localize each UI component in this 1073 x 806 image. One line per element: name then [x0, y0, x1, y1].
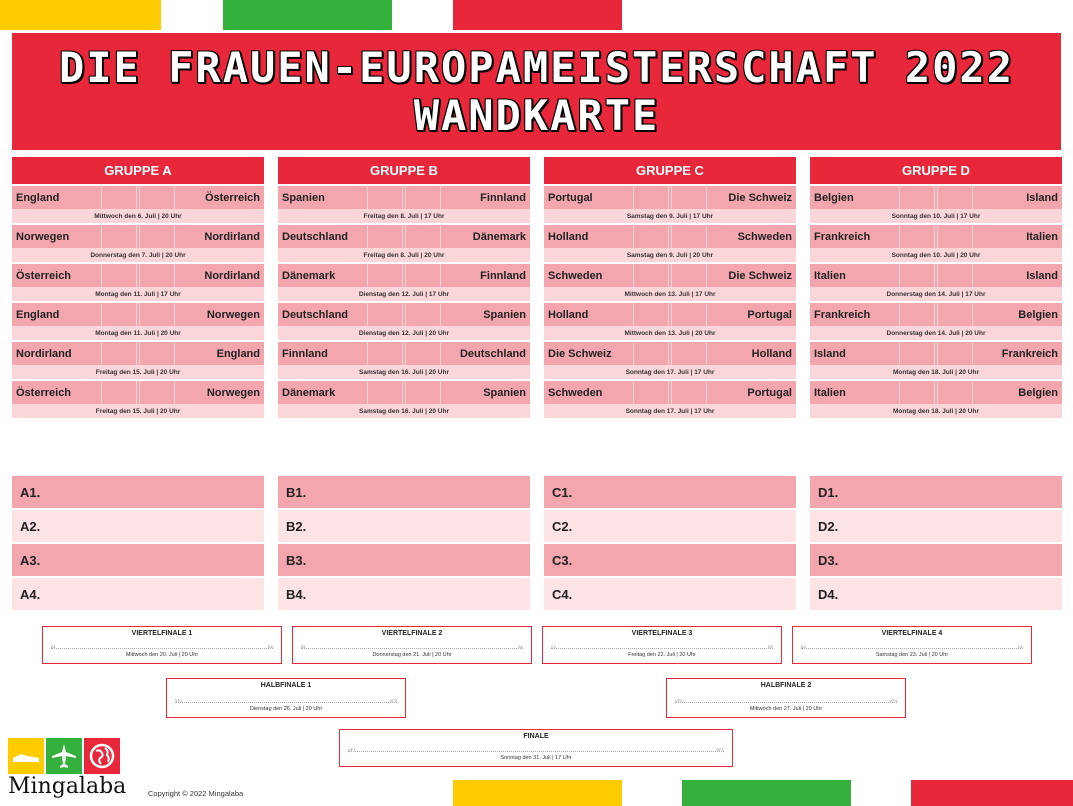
- home-score-field[interactable]: [101, 264, 137, 287]
- match-date: Donnerstag den 7. Juli | 20 Uhr: [12, 248, 264, 262]
- match-row: [810, 264, 1062, 287]
- match: [278, 264, 530, 301]
- home-team: Österreich: [12, 381, 99, 404]
- away-team: Island: [975, 186, 1062, 209]
- knockout-title: VIERTELFINALE 4: [881, 630, 943, 637]
- home-score-field[interactable]: [367, 264, 403, 287]
- knockout-title: VIERTELFINALE 1: [131, 630, 193, 637]
- knockout-title: FINALE: [523, 733, 549, 740]
- match-date: Sonntag den 17. Juli | 17 Uhr: [544, 404, 796, 418]
- away-team: Belgien: [975, 303, 1062, 326]
- match: [810, 264, 1062, 301]
- home-score-field[interactable]: [899, 225, 935, 248]
- match-date: Samstag den 16. Juli | 20 Uhr: [278, 365, 530, 379]
- standing-row[interactable]: B4.: [278, 578, 530, 610]
- away-score-field[interactable]: [405, 186, 441, 209]
- home-team: Schweden: [544, 381, 631, 404]
- knockout-right-slot: HF2: [716, 747, 724, 752]
- match-row: [278, 381, 530, 404]
- knockout-entry-line[interactable]: [551, 648, 773, 649]
- away-team: Deutschland: [443, 342, 530, 365]
- group-header: GRUPPE B: [278, 157, 530, 184]
- group-column: [278, 157, 530, 418]
- knockout-left-slot: C1: [551, 644, 557, 649]
- group-header: GRUPPE D: [810, 157, 1062, 184]
- away-team: Österreich: [177, 186, 264, 209]
- knockout-qf4: [792, 626, 1032, 664]
- group-column: [12, 157, 264, 418]
- match: [544, 225, 796, 262]
- match-date: Samstag den 9. Juli | 17 Uhr: [544, 209, 796, 223]
- match: [810, 381, 1062, 418]
- match: [12, 225, 264, 262]
- group-header: GRUPPE A: [12, 157, 264, 184]
- knockout-right-slot: A2: [518, 644, 523, 649]
- away-score-field[interactable]: [405, 342, 441, 365]
- knockout-right-slot: D2: [767, 644, 773, 649]
- home-score-field[interactable]: [367, 303, 403, 326]
- match-row: [12, 303, 264, 326]
- home-score-field[interactable]: [899, 186, 935, 209]
- away-score-field[interactable]: [139, 186, 175, 209]
- match-date: Mittwoch den 6. Juli | 20 Uhr: [12, 209, 264, 223]
- knockout-sf2: [666, 678, 906, 718]
- standing-row[interactable]: B2.: [278, 510, 530, 542]
- match: [12, 264, 264, 301]
- match-date: Samstag den 9. Juli | 20 Uhr: [544, 248, 796, 262]
- match: [12, 381, 264, 418]
- knockout-left-slot: HF1: [348, 747, 356, 752]
- knockout-right-slot: VF3: [389, 698, 397, 703]
- home-score-field[interactable]: [101, 342, 137, 365]
- match: [544, 186, 796, 223]
- match: [12, 303, 264, 340]
- knockout-date: Mittwoch den 20. Juli | 20 Uhr: [125, 652, 199, 658]
- away-score-field[interactable]: [937, 186, 973, 209]
- knockout-title: VIERTELFINALE 3: [631, 630, 693, 637]
- brand-name: Mingalaba: [8, 774, 127, 799]
- match-date: Freitag den 15. Juli | 20 Uhr: [12, 404, 264, 418]
- group-header: GRUPPE C: [544, 157, 796, 184]
- match-row: [544, 342, 796, 365]
- match-date: Sonntag den 10. Juli | 17 Uhr: [810, 209, 1062, 223]
- match-row: [810, 381, 1062, 404]
- bottom-stripe-red: [911, 780, 1073, 806]
- home-team: Finnland: [278, 342, 365, 365]
- standings-table: [810, 476, 1062, 612]
- standing-row[interactable]: D4.: [810, 578, 1062, 610]
- knockout-date: Donnerstag den 21. Juli | 20 Uhr: [372, 652, 452, 658]
- match-row: [544, 186, 796, 209]
- knockout-entry-line[interactable]: [801, 648, 1023, 649]
- match-row: [278, 342, 530, 365]
- home-score-field[interactable]: [101, 381, 137, 404]
- page-subtitle: WANDKARTE: [413, 90, 660, 140]
- home-score-field[interactable]: [633, 303, 669, 326]
- away-team: Frankreich: [975, 342, 1062, 365]
- home-score-field[interactable]: [899, 381, 935, 404]
- away-team: Portugal: [709, 381, 796, 404]
- match: [544, 342, 796, 379]
- standing-row[interactable]: A2.: [12, 510, 264, 542]
- away-score-field[interactable]: [405, 303, 441, 326]
- match-row: [544, 225, 796, 248]
- away-score-field[interactable]: [937, 342, 973, 365]
- standing-row[interactable]: D1.: [810, 476, 1062, 508]
- home-team: Frankreich: [810, 303, 897, 326]
- home-score-field[interactable]: [367, 381, 403, 404]
- away-score-field[interactable]: [139, 303, 175, 326]
- copyright-text: Copyright © 2022 Mingalaba: [148, 789, 244, 798]
- away-score-field[interactable]: [937, 264, 973, 287]
- match-date: Sonntag den 10. Juli | 20 Uhr: [810, 248, 1062, 262]
- match-date: Freitag den 8. Juli | 20 Uhr: [278, 248, 530, 262]
- match-date: Montag den 18. Juli | 20 Uhr: [810, 365, 1062, 379]
- knockout-date: Mittwoch den 27. Juli | 20 Uhr: [749, 706, 823, 712]
- match: [278, 342, 530, 379]
- match-row: [12, 342, 264, 365]
- shoe-icon: [8, 738, 44, 774]
- knockout-date: Sonntag den 31. Juli | 17 Uhr: [500, 755, 572, 761]
- home-score-field[interactable]: [101, 225, 137, 248]
- knockout-left-slot: D1: [801, 644, 807, 649]
- bottom-stripe-yellow: [453, 780, 622, 806]
- away-team: Norwegen: [177, 381, 264, 404]
- top-stripe-yellow: [0, 0, 161, 30]
- knockout-entry-line[interactable]: [675, 702, 897, 703]
- away-team: Finnland: [443, 186, 530, 209]
- away-team: England: [177, 342, 264, 365]
- knockout-qf3: [542, 626, 782, 664]
- home-score-field[interactable]: [367, 186, 403, 209]
- match-date: Dienstag den 12. Juli | 20 Uhr: [278, 326, 530, 340]
- away-score-field[interactable]: [671, 381, 707, 404]
- home-score-field[interactable]: [633, 264, 669, 287]
- home-team: Frankreich: [810, 225, 897, 248]
- home-team: Österreich: [12, 264, 99, 287]
- standings-table: [544, 476, 796, 612]
- match-row: [278, 225, 530, 248]
- home-team: Italien: [810, 381, 897, 404]
- knockout-qf2: [292, 626, 532, 664]
- away-team: Holland: [709, 342, 796, 365]
- knockout-right-slot: C2: [1017, 644, 1023, 649]
- knockout-entry-line[interactable]: [175, 702, 397, 703]
- home-team: Nordirland: [12, 342, 99, 365]
- knockout-left-slot: A1: [51, 644, 56, 649]
- knockout-entry-line[interactable]: [51, 648, 273, 649]
- knockout-right-slot: B2: [268, 644, 273, 649]
- away-score-field[interactable]: [139, 225, 175, 248]
- match-date: Freitag den 8. Juli | 17 Uhr: [278, 209, 530, 223]
- standing-row[interactable]: A3.: [12, 544, 264, 576]
- home-team: Belgien: [810, 186, 897, 209]
- page-title: DIE FRAUEN-EUROPAMEISTERSCHAFT 2022: [58, 42, 1014, 92]
- standings-table: [12, 476, 264, 612]
- knockout-sf1: [166, 678, 406, 718]
- away-team: Portugal: [709, 303, 796, 326]
- home-team: Norwegen: [12, 225, 99, 248]
- away-team: Finnland: [443, 264, 530, 287]
- home-team: Holland: [544, 303, 631, 326]
- match-row: [278, 303, 530, 326]
- standing-row[interactable]: D2.: [810, 510, 1062, 542]
- home-team: Holland: [544, 225, 631, 248]
- match-row: [544, 303, 796, 326]
- home-team: Deutschland: [278, 225, 365, 248]
- away-score-field[interactable]: [405, 264, 441, 287]
- away-team: Spanien: [443, 303, 530, 326]
- knockout-entry-line[interactable]: [348, 751, 724, 752]
- match-date: Dienstag den 12. Juli | 17 Uhr: [278, 287, 530, 301]
- match-row: [12, 225, 264, 248]
- home-score-field[interactable]: [633, 342, 669, 365]
- away-team: Schweden: [709, 225, 796, 248]
- match: [810, 225, 1062, 262]
- away-team: Italien: [975, 225, 1062, 248]
- away-score-field[interactable]: [405, 225, 441, 248]
- match-date: Mittwoch den 13. Juli | 20 Uhr: [544, 326, 796, 340]
- home-team: Island: [810, 342, 897, 365]
- home-score-field[interactable]: [633, 225, 669, 248]
- match: [544, 264, 796, 301]
- home-team: Dänemark: [278, 381, 365, 404]
- knockout-left-slot: B1: [301, 644, 306, 649]
- match: [810, 342, 1062, 379]
- match-row: [544, 264, 796, 287]
- home-score-field[interactable]: [899, 303, 935, 326]
- home-score-field[interactable]: [899, 342, 935, 365]
- home-team: Italien: [810, 264, 897, 287]
- top-stripe-red: [453, 0, 622, 30]
- match-date: Montag den 11. Juli | 20 Uhr: [12, 326, 264, 340]
- away-score-field[interactable]: [671, 225, 707, 248]
- match: [810, 303, 1062, 340]
- home-team: Spanien: [278, 186, 365, 209]
- away-score-field[interactable]: [671, 303, 707, 326]
- match-date: Samstag den 16. Juli | 20 Uhr: [278, 404, 530, 418]
- away-score-field[interactable]: [671, 186, 707, 209]
- standing-row[interactable]: B1.: [278, 476, 530, 508]
- match-row: [544, 381, 796, 404]
- standing-row[interactable]: D3.: [810, 544, 1062, 576]
- home-team: Deutschland: [278, 303, 365, 326]
- match-date: Sonntag den 17. Juli | 17 Uhr: [544, 365, 796, 379]
- match-row: [278, 264, 530, 287]
- home-score-field[interactable]: [633, 186, 669, 209]
- away-team: Island: [975, 264, 1062, 287]
- group-column: [544, 157, 796, 418]
- away-team: Belgien: [975, 381, 1062, 404]
- group-column: [810, 157, 1062, 418]
- knockout-final: [339, 729, 733, 767]
- match-row: [12, 264, 264, 287]
- home-team: England: [12, 303, 99, 326]
- match: [544, 381, 796, 418]
- away-score-field[interactable]: [671, 342, 707, 365]
- knockout-title: HALBFINALE 1: [260, 682, 312, 689]
- home-team: Die Schweiz: [544, 342, 631, 365]
- match: [278, 186, 530, 223]
- standings-table: [278, 476, 530, 612]
- standing-row[interactable]: C2.: [544, 510, 796, 542]
- home-score-field[interactable]: [899, 264, 935, 287]
- away-team: Die Schweiz: [709, 264, 796, 287]
- match-row: [12, 381, 264, 404]
- away-score-field[interactable]: [405, 381, 441, 404]
- home-score-field[interactable]: [633, 381, 669, 404]
- home-score-field[interactable]: [367, 225, 403, 248]
- home-team: England: [12, 186, 99, 209]
- bottom-stripe-green: [682, 780, 851, 806]
- away-team: Nordirland: [177, 264, 264, 287]
- top-stripe-green: [223, 0, 392, 30]
- knockout-entry-line[interactable]: [301, 648, 523, 649]
- standing-row[interactable]: C3.: [544, 544, 796, 576]
- home-score-field[interactable]: [101, 303, 137, 326]
- home-score-field[interactable]: [367, 342, 403, 365]
- away-team: Norwegen: [177, 303, 264, 326]
- match-row: [810, 186, 1062, 209]
- standing-row[interactable]: A1.: [12, 476, 264, 508]
- away-score-field[interactable]: [139, 264, 175, 287]
- knockout-title: HALBFINALE 2: [760, 682, 812, 689]
- knockout-right-slot: VF4: [889, 698, 897, 703]
- home-team: Portugal: [544, 186, 631, 209]
- away-team: Nordirland: [177, 225, 264, 248]
- knockout-date: Samstag den 23. Juli | 20 Uhr: [875, 652, 949, 658]
- standing-row[interactable]: C1.: [544, 476, 796, 508]
- match-row: [12, 186, 264, 209]
- away-team: Die Schweiz: [709, 186, 796, 209]
- home-team: Schweden: [544, 264, 631, 287]
- match-date: Donnerstag den 14. Juli | 20 Uhr: [810, 326, 1062, 340]
- away-score-field[interactable]: [937, 303, 973, 326]
- match-row: [278, 186, 530, 209]
- standing-row[interactable]: C4.: [544, 578, 796, 610]
- match-date: Freitag den 15. Juli | 20 Uhr: [12, 365, 264, 379]
- match: [810, 186, 1062, 223]
- away-team: Spanien: [443, 381, 530, 404]
- knockout-date: Freitag den 22. Juli | 20 Uhr: [628, 652, 696, 658]
- away-score-field[interactable]: [139, 381, 175, 404]
- away-score-field[interactable]: [937, 225, 973, 248]
- globe-icon: [84, 738, 120, 774]
- match-date: Montag den 18. Juli | 20 Uhr: [810, 404, 1062, 418]
- away-score-field[interactable]: [671, 264, 707, 287]
- away-team: Dänemark: [443, 225, 530, 248]
- title-banner: [12, 33, 1061, 150]
- knockout-date: Dienstag den 26. Juli | 20 Uhr: [249, 706, 323, 712]
- away-score-field[interactable]: [937, 381, 973, 404]
- standing-row[interactable]: B3.: [278, 544, 530, 576]
- match: [12, 342, 264, 379]
- match: [544, 303, 796, 340]
- knockout-title: VIERTELFINALE 2: [381, 630, 443, 637]
- match-row: [810, 342, 1062, 365]
- away-score-field[interactable]: [139, 342, 175, 365]
- match-date: Mittwoch den 13. Juli | 17 Uhr: [544, 287, 796, 301]
- knockout-left-slot: VF1: [175, 698, 183, 703]
- match-date: Donnerstag den 14. Juli | 17 Uhr: [810, 287, 1062, 301]
- match-date: Montag den 11. Juli | 17 Uhr: [12, 287, 264, 301]
- home-score-field[interactable]: [101, 186, 137, 209]
- knockout-left-slot: VF2: [675, 698, 683, 703]
- match-row: [810, 303, 1062, 326]
- knockout-qf1: [42, 626, 282, 664]
- match: [12, 186, 264, 223]
- match: [278, 303, 530, 340]
- match: [278, 381, 530, 418]
- standing-row[interactable]: A4.: [12, 578, 264, 610]
- match-row: [810, 225, 1062, 248]
- match: [278, 225, 530, 262]
- airplane-icon: [46, 738, 82, 774]
- home-team: Dänemark: [278, 264, 365, 287]
